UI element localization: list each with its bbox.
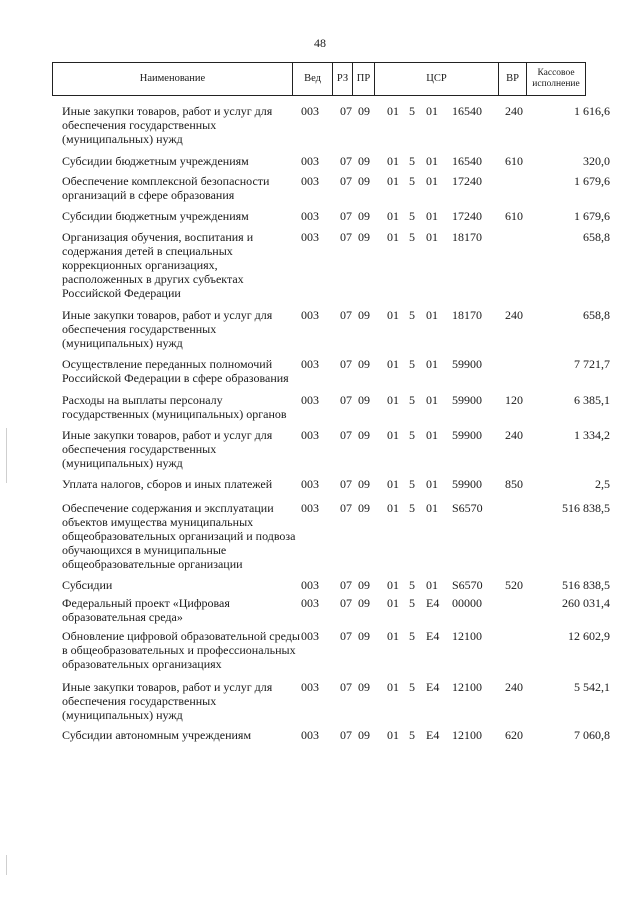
- cell-c1: 01: [387, 680, 399, 694]
- header-kassovoe-ispolnenie: [527, 63, 585, 95]
- cell-ved: 003: [301, 578, 319, 592]
- header-kass-line2: исполнение: [532, 79, 580, 89]
- table-row: [0, 680, 640, 722]
- cell-pr: 09: [358, 477, 370, 491]
- cell-vr: 620: [505, 728, 523, 742]
- cell-c4: 00000: [452, 596, 482, 610]
- cell-c3: 01: [426, 477, 438, 491]
- cell-vr: 240: [505, 104, 523, 118]
- table-body: [0, 104, 640, 742]
- cell-rz: 07: [340, 680, 352, 694]
- cell-pr: 09: [358, 308, 370, 322]
- row-name: Субсидии бюджетным учреждениям: [62, 209, 249, 223]
- cell-ved: 003: [301, 308, 319, 322]
- cell-c4: 17240: [452, 174, 482, 188]
- cell-c1: 01: [387, 393, 399, 407]
- cell-amount: 1 679,6: [574, 209, 610, 223]
- page-number: 48: [314, 36, 326, 50]
- cell-amount: 658,8: [583, 308, 610, 322]
- cell-c1: 01: [387, 477, 399, 491]
- cell-pr: 09: [358, 501, 370, 515]
- cell-c1: 01: [387, 578, 399, 592]
- cell-pr: 09: [358, 728, 370, 742]
- header-pr: ПР: [353, 63, 375, 95]
- cell-c3: E4: [426, 728, 440, 742]
- table-header: [52, 62, 586, 96]
- cell-amount: 658,8: [583, 230, 610, 244]
- cell-rz: 07: [340, 428, 352, 442]
- cell-ved: 003: [301, 357, 319, 371]
- cell-amount: 1 334,2: [574, 428, 610, 442]
- cell-c1: 01: [387, 104, 399, 118]
- cell-c4: 12100: [452, 680, 482, 694]
- cell-c2: 5: [409, 477, 415, 491]
- cell-pr: 09: [358, 596, 370, 610]
- row-name: Федеральный проект «Цифровая образовательная среда»: [62, 596, 230, 624]
- cell-amount: 1 616,6: [574, 104, 610, 118]
- table-row: [0, 596, 640, 624]
- cell-c4: 12100: [452, 629, 482, 643]
- cell-amount: 260 031,4: [562, 596, 610, 610]
- cell-c3: 01: [426, 501, 438, 515]
- cell-c4: 12100: [452, 728, 482, 742]
- cell-c4: 18170: [452, 308, 482, 322]
- cell-c4: 59900: [452, 428, 482, 442]
- table-row: [0, 501, 640, 571]
- cell-amount: 1 679,6: [574, 174, 610, 188]
- cell-pr: 09: [358, 680, 370, 694]
- cell-vr: 850: [505, 477, 523, 491]
- cell-rz: 07: [340, 477, 352, 491]
- cell-ved: 003: [301, 596, 319, 610]
- header-vr: ВР: [499, 63, 527, 95]
- cell-amount: 516 838,5: [562, 578, 610, 592]
- cell-c3: E4: [426, 596, 440, 610]
- table-row: [0, 308, 640, 350]
- cell-amount: 320,0: [583, 154, 610, 168]
- cell-rz: 07: [340, 174, 352, 188]
- cell-c2: 5: [409, 728, 415, 742]
- cell-c2: 5: [409, 680, 415, 694]
- cell-c2: 5: [409, 230, 415, 244]
- cell-pr: 09: [358, 104, 370, 118]
- cell-c3: 01: [426, 230, 438, 244]
- cell-amount: 12 602,9: [568, 629, 610, 643]
- cell-c3: E4: [426, 680, 440, 694]
- cell-ved: 003: [301, 393, 319, 407]
- cell-c4: 16540: [452, 104, 482, 118]
- table-row: [0, 477, 640, 491]
- cell-c3: 01: [426, 154, 438, 168]
- cell-rz: 07: [340, 104, 352, 118]
- cell-c4: 16540: [452, 154, 482, 168]
- cell-vr: 610: [505, 154, 523, 168]
- cell-amount: 5 542,1: [574, 680, 610, 694]
- cell-rz: 07: [340, 501, 352, 515]
- row-name: Иные закупки товаров, работ и услуг для обеспечения государственных (муниципальных) нужд: [62, 308, 273, 350]
- row-name: Иные закупки товаров, работ и услуг для обеспечения государственных (муниципальных) нужд: [62, 428, 273, 470]
- cell-ved: 003: [301, 209, 319, 223]
- cell-c1: 01: [387, 428, 399, 442]
- cell-ved: 003: [301, 230, 319, 244]
- header-csr: ЦСР: [375, 63, 499, 95]
- cell-ved: 003: [301, 728, 319, 742]
- cell-vr: 520: [505, 578, 523, 592]
- cell-c4: 59900: [452, 393, 482, 407]
- cell-rz: 07: [340, 578, 352, 592]
- cell-c2: 5: [409, 174, 415, 188]
- table-row: [0, 174, 640, 202]
- cell-c3: 01: [426, 393, 438, 407]
- cell-c1: 01: [387, 728, 399, 742]
- table-row: [0, 629, 640, 671]
- cell-pr: 09: [358, 428, 370, 442]
- table-row: [0, 357, 640, 385]
- cell-c2: 5: [409, 209, 415, 223]
- cell-c1: 01: [387, 174, 399, 188]
- cell-pr: 09: [358, 209, 370, 223]
- cell-rz: 07: [340, 728, 352, 742]
- cell-c4: 18170: [452, 230, 482, 244]
- cell-c3: 01: [426, 104, 438, 118]
- row-name: Обеспечение комплексной безопасности организаций в сфере образования: [62, 174, 270, 202]
- cell-vr: 610: [505, 209, 523, 223]
- cell-c2: 5: [409, 393, 415, 407]
- row-name: Субсидии: [62, 578, 113, 592]
- cell-c2: 5: [409, 578, 415, 592]
- header-name: Наименование: [53, 63, 293, 95]
- cell-amount: 7 721,7: [574, 357, 610, 371]
- scan-margin-mark: [6, 855, 7, 875]
- cell-c3: 01: [426, 174, 438, 188]
- table-row: [0, 154, 640, 168]
- cell-ved: 003: [301, 680, 319, 694]
- cell-c1: 01: [387, 308, 399, 322]
- cell-c2: 5: [409, 428, 415, 442]
- cell-amount: 2,5: [595, 477, 610, 491]
- cell-c1: 01: [387, 230, 399, 244]
- cell-ved: 003: [301, 428, 319, 442]
- cell-c1: 01: [387, 209, 399, 223]
- cell-vr: 120: [505, 393, 523, 407]
- cell-c1: 01: [387, 357, 399, 371]
- cell-c3: 01: [426, 428, 438, 442]
- cell-rz: 07: [340, 357, 352, 371]
- cell-c2: 5: [409, 501, 415, 515]
- row-name: Осуществление переданных полномочий Российской Федерации в сфере образования: [62, 357, 289, 385]
- row-name: Обновление цифровой образовательной среды в общеобразовательных и профессиональных образовательных организациях: [62, 629, 300, 671]
- cell-rz: 07: [340, 209, 352, 223]
- cell-c3: 01: [426, 308, 438, 322]
- table-row: [0, 209, 640, 223]
- row-name: Организация обучения, воспитания и содержания детей в специальных коррекционных организациях, расположенных в других субъектах Российской Федерации: [62, 230, 254, 300]
- cell-c2: 5: [409, 629, 415, 643]
- cell-rz: 07: [340, 393, 352, 407]
- cell-amount: 516 838,5: [562, 501, 610, 515]
- cell-rz: 07: [340, 629, 352, 643]
- cell-rz: 07: [340, 154, 352, 168]
- cell-vr: 240: [505, 680, 523, 694]
- cell-c2: 5: [409, 357, 415, 371]
- cell-pr: 09: [358, 629, 370, 643]
- cell-c2: 5: [409, 104, 415, 118]
- cell-c2: 5: [409, 596, 415, 610]
- table-row: [0, 578, 640, 592]
- cell-ved: 003: [301, 104, 319, 118]
- cell-amount: 7 060,8: [574, 728, 610, 742]
- cell-pr: 09: [358, 154, 370, 168]
- row-name: Уплата налогов, сборов и иных платежей: [62, 477, 273, 491]
- cell-amount: 6 385,1: [574, 393, 610, 407]
- table-row: [0, 728, 640, 742]
- cell-c3: 01: [426, 357, 438, 371]
- header-ved: Вед: [293, 63, 333, 95]
- cell-c3: E4: [426, 629, 440, 643]
- cell-pr: 09: [358, 393, 370, 407]
- row-name: Иные закупки товаров, работ и услуг для обеспечения государственных (муниципальных) нужд: [62, 104, 273, 146]
- cell-c4: S6570: [452, 501, 483, 515]
- cell-vr: 240: [505, 428, 523, 442]
- cell-c2: 5: [409, 154, 415, 168]
- cell-pr: 09: [358, 357, 370, 371]
- cell-ved: 003: [301, 154, 319, 168]
- cell-ved: 003: [301, 477, 319, 491]
- cell-rz: 07: [340, 308, 352, 322]
- cell-pr: 09: [358, 578, 370, 592]
- cell-c4: S6570: [452, 578, 483, 592]
- row-name: Обеспечение содержания и эксплуатации объектов имущества муниципальных общеобразовательных организаций и подвоза обучающихся в муниципальные общеобразовательные организации: [62, 501, 296, 571]
- cell-c1: 01: [387, 629, 399, 643]
- cell-vr: 240: [505, 308, 523, 322]
- cell-rz: 07: [340, 596, 352, 610]
- row-name: Субсидии бюджетным учреждениям: [62, 154, 249, 168]
- cell-pr: 09: [358, 230, 370, 244]
- row-name: Расходы на выплаты персоналу государственных (муниципальных) органов: [62, 393, 287, 421]
- row-name: Иные закупки товаров, работ и услуг для обеспечения государственных (муниципальных) нужд: [62, 680, 273, 722]
- header-rz: РЗ: [333, 63, 353, 95]
- cell-ved: 003: [301, 501, 319, 515]
- cell-rz: 07: [340, 230, 352, 244]
- cell-c4: 59900: [452, 357, 482, 371]
- cell-pr: 09: [358, 174, 370, 188]
- cell-ved: 003: [301, 629, 319, 643]
- row-name: Субсидии автономным учреждениям: [62, 728, 252, 742]
- cell-c1: 01: [387, 596, 399, 610]
- cell-c1: 01: [387, 154, 399, 168]
- cell-c3: 01: [426, 578, 438, 592]
- cell-c4: 17240: [452, 209, 482, 223]
- table-row: [0, 104, 640, 146]
- cell-c2: 5: [409, 308, 415, 322]
- cell-ved: 003: [301, 174, 319, 188]
- cell-c1: 01: [387, 501, 399, 515]
- table-row: [0, 393, 640, 421]
- cell-c3: 01: [426, 209, 438, 223]
- cell-c4: 59900: [452, 477, 482, 491]
- table-row: [0, 428, 640, 470]
- header-kass-line1: Кассовое: [537, 68, 575, 79]
- table-row: [0, 230, 640, 300]
